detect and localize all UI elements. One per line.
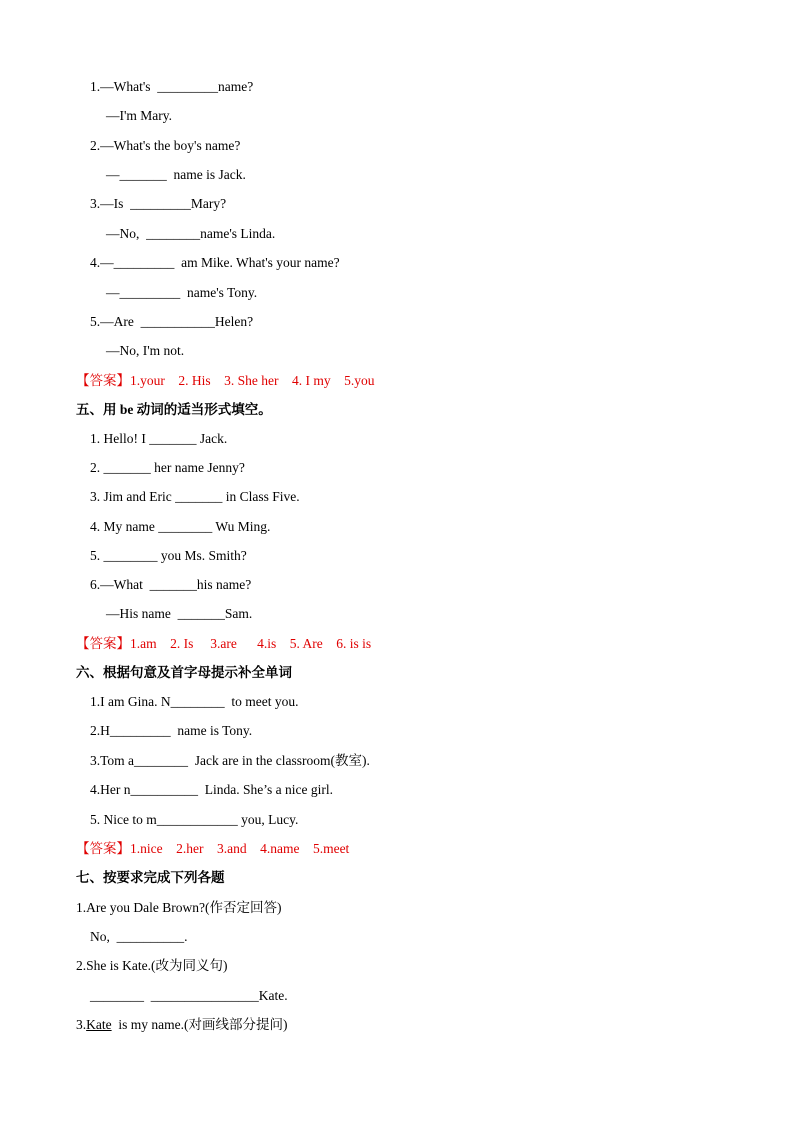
s7-question-2: 2.She is Kate.(改为同义句) [76,958,228,973]
s5-question-2: 2. _______ her name Jenny? [90,460,245,475]
s5-heading: 五、用 be 动词的适当形式填空。 [76,402,272,417]
s5-question-1: 1. Hello! I _______ Jack. [90,431,228,446]
s4-question-1-reply: —I'm Mary. [106,108,173,123]
s7-question-3-text: is my name.(对画线部分提问) [111,1017,288,1032]
s7-question-3-number: 3. [76,1017,87,1032]
s7-question-3-underlined-word: Kate [86,1017,112,1032]
s6-answer-key: 【答案】1.nice 2.her 3.and 4.name 5.meet [76,841,350,856]
s5-answer-key: 【答案】1.am 2. Is 3.are 4.is 5. Are 6. is is [76,636,372,651]
s6-heading: 六、根据句意及首字母提示补全单词 [76,665,292,680]
s6-question-5: 5. Nice to m____________ you, Lucy. [90,812,299,827]
s4-question-2: 2.—What's the boy's name? [90,138,241,153]
s4-question-3: 3.—Is _________Mary? [90,196,227,211]
s7-question-1-answer-line: No, __________. [90,929,188,944]
s4-answer-key: 【答案】1.your 2. His 3. She her 4. I my 5.you [76,373,375,388]
s6-question-4: 4.Her n__________ Linda. She’s a nice girl. [90,782,333,797]
s4-question-4: 4.—_________ am Mike. What's your name? [90,255,340,270]
s5-question-6-reply: —His name _______Sam. [106,606,253,621]
s4-question-4-reply: —_________ name's Tony. [106,285,258,300]
s5-question-6: 6.—What _______his name? [90,577,252,592]
s7-question-1: 1.Are you Dale Brown?(作否定回答) [76,900,282,915]
s6-question-1: 1.I am Gina. N________ to meet you. [90,694,299,709]
s7-question-3 [76,1016,287,1034]
s4-question-5: 5.—Are ___________Helen? [90,314,254,329]
s5-question-4: 4. My name ________ Wu Ming. [90,519,271,534]
s5-question-3: 3. Jim and Eric _______ in Class Five. [90,489,300,504]
s4-question-3-reply: —No, ________name's Linda. [106,226,276,241]
s5-question-5: 5. ________ you Ms. Smith? [90,548,247,563]
s7-question-2-answer-line: ________ ________________Kate. [90,988,288,1003]
s6-question-2: 2.H_________ name is Tony. [90,723,253,738]
s6-question-3: 3.Tom a________ Jack are in the classroom(教室). [90,753,370,768]
s4-question-2-reply: —_______ name is Jack. [106,167,246,182]
s7-heading: 七、按要求完成下列各题 [76,870,225,885]
s4-question-1: 1.—What's _________name? [90,79,254,94]
s4-question-5-reply: —No, I'm not. [106,343,185,358]
